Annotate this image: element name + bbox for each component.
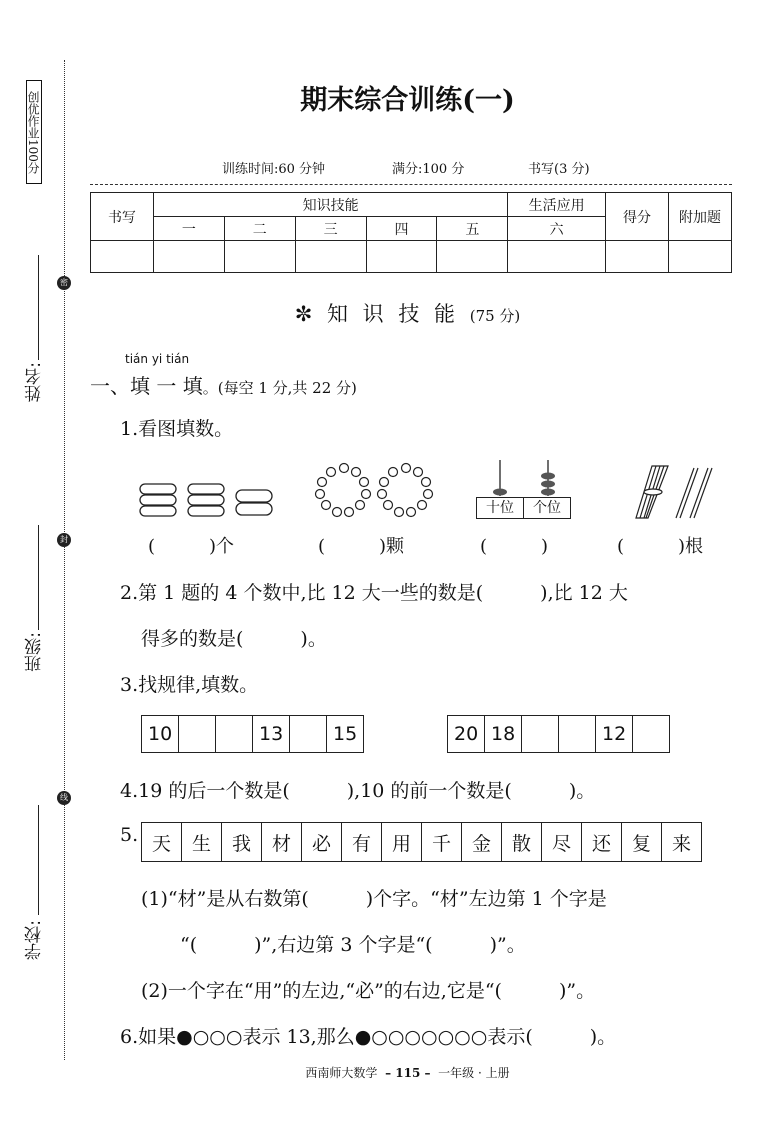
q6-text: 6.如果●○○○表示 13,那么●○○○○○○○表示( )。 xyxy=(120,1026,617,1048)
score-cell[interactable] xyxy=(224,241,295,273)
score-cell[interactable] xyxy=(606,241,669,273)
char-cell: 尽 xyxy=(542,823,582,862)
poem-characters xyxy=(141,822,702,862)
seal-xian: 线 xyxy=(57,791,71,805)
col-4: 四 xyxy=(366,217,437,241)
school-label: 学校: xyxy=(25,920,45,960)
score-cell[interactable] xyxy=(153,241,224,273)
seal-mi: 密 xyxy=(57,276,71,290)
q2-line-2: 得多的数是( )。 xyxy=(141,628,327,650)
char-cell: 散 xyxy=(502,823,542,862)
footer-grade: 一年级 · 上册 xyxy=(438,1066,510,1080)
char-cell: 材 xyxy=(262,823,302,862)
section-header xyxy=(0,298,767,328)
q2-line-1: 2.第 1 题的 4 个数中,比 12 大一些的数是( ),比 12 大 xyxy=(120,582,628,604)
q3-text: 3.找规律,填数。 xyxy=(120,674,259,696)
heading-title: 填 一 填 xyxy=(130,374,203,398)
char-cell: 还 xyxy=(582,823,622,862)
seq1-cell[interactable] xyxy=(179,716,216,753)
dashed-divider xyxy=(90,184,732,185)
seal-feng: 封 xyxy=(57,533,71,547)
q4-text: 4.19 的后一个数是( ),10 的前一个数是( )。 xyxy=(120,780,596,802)
application-header: 生活应用 xyxy=(508,193,606,217)
heading-suffix: 。(每空 1 分,共 22 分) xyxy=(202,379,357,397)
writing-score-info: 书写(3 分) xyxy=(528,162,590,177)
q1-answer-2[interactable]: ( )颗 xyxy=(318,536,405,557)
page-title: 期末综合训练(一) xyxy=(300,85,515,116)
seq2-cell: 18 xyxy=(485,716,522,753)
score-header: 得分 xyxy=(606,193,669,241)
time-info: 训练时间:60 分钟 xyxy=(222,162,326,177)
score-cell[interactable] xyxy=(91,241,154,273)
name-label: 姓名: xyxy=(25,362,45,402)
seq1-cell[interactable] xyxy=(290,716,327,753)
footer-publisher: 西南师大数学 xyxy=(305,1066,378,1080)
q1-text: 1.看图填数。 xyxy=(120,418,234,440)
q5-part1-line2: “( )”,右边第 3 个字是“( )”。 xyxy=(180,934,526,956)
score-table xyxy=(90,192,732,273)
q5-part2: (2)一个字在“用”的左边,“必”的右边,它是“( )”。 xyxy=(141,980,596,1002)
col-1: 一 xyxy=(153,217,224,241)
seq1-cell[interactable] xyxy=(216,716,253,753)
seq1-cell: 13 xyxy=(253,716,290,753)
q5-part1-line1: (1)“材”是从右数第( )个字。“材”左边第 1 个字是 xyxy=(141,888,607,910)
abacus-icon xyxy=(476,458,572,498)
col-3: 三 xyxy=(295,217,366,241)
col-5: 五 xyxy=(437,217,508,241)
char-cell: 我 xyxy=(222,823,262,862)
class-line xyxy=(38,525,39,630)
sticks-icon xyxy=(632,462,718,522)
class-label: 班级: xyxy=(25,632,45,672)
binding-line xyxy=(64,60,65,1060)
tens-label: 十位 xyxy=(476,497,524,519)
question-heading xyxy=(90,370,357,399)
page-number: – 115 – xyxy=(385,1066,431,1080)
knowledge-header: 知识技能 xyxy=(153,193,507,217)
q1-answer-3[interactable]: ( ) xyxy=(480,536,549,557)
q1-answer-4[interactable]: ( )根 xyxy=(617,536,704,557)
ones-label: 个位 xyxy=(524,497,571,519)
flower-icon: ✼ xyxy=(294,302,317,326)
full-score-info: 满分:100 分 xyxy=(392,162,465,177)
score-cell[interactable] xyxy=(668,241,731,273)
char-cell: 金 xyxy=(462,823,502,862)
col-2: 二 xyxy=(224,217,295,241)
score-cell[interactable] xyxy=(437,241,508,273)
writing-header: 书写 xyxy=(91,193,154,241)
sequence-2 xyxy=(447,715,670,753)
heading-prefix: 一、 xyxy=(90,374,130,398)
page-footer xyxy=(0,1064,767,1081)
bonus-header: 附加题 xyxy=(668,193,731,241)
series-stamp: 创优作业100分 xyxy=(26,80,42,184)
char-cell: 天 xyxy=(142,823,182,862)
bead-ring-icon xyxy=(314,462,436,522)
score-cell[interactable] xyxy=(295,241,366,273)
seq1-cell: 15 xyxy=(327,716,364,753)
q1-answer-1[interactable]: ( )个 xyxy=(148,536,235,557)
school-line xyxy=(38,805,39,915)
score-cell[interactable] xyxy=(508,241,606,273)
seq2-cell[interactable] xyxy=(559,716,596,753)
char-cell: 复 xyxy=(622,823,662,862)
seq2-cell[interactable] xyxy=(522,716,559,753)
q5-label: 5. xyxy=(120,824,139,846)
seq2-cell[interactable] xyxy=(633,716,670,753)
char-cell: 用 xyxy=(382,823,422,862)
char-cell: 有 xyxy=(342,823,382,862)
sequence-1 xyxy=(141,715,364,753)
seq2-cell: 12 xyxy=(596,716,633,753)
place-value-labels xyxy=(476,497,571,519)
char-cell: 来 xyxy=(662,823,702,862)
char-cell: 生 xyxy=(182,823,222,862)
bread-icon xyxy=(138,482,278,522)
seq1-cell: 10 xyxy=(142,716,179,753)
section-title: 知 识 技 能 xyxy=(327,302,460,326)
pinyin: tián yi tián xyxy=(125,352,190,366)
char-cell: 必 xyxy=(302,823,342,862)
section-points: (75 分) xyxy=(469,307,521,325)
seq2-cell: 20 xyxy=(448,716,485,753)
col-6: 六 xyxy=(508,217,606,241)
score-cell[interactable] xyxy=(366,241,437,273)
char-cell: 千 xyxy=(422,823,462,862)
